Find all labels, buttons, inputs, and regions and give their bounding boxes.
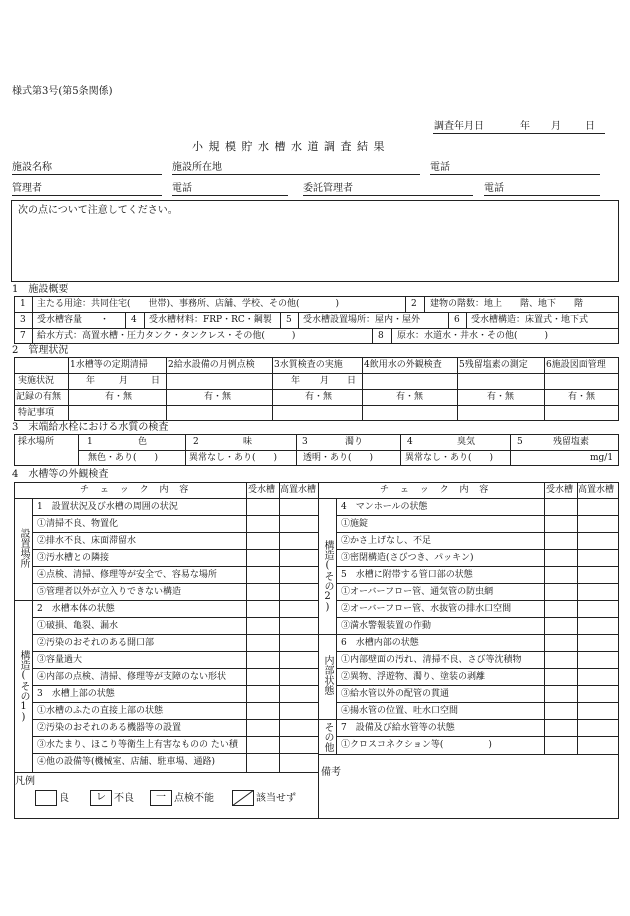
mgmt-yesno-6: 有・無 (568, 392, 596, 402)
mgmt-date-day-3: 日 (347, 376, 357, 386)
quality-n1: 1 (87, 437, 93, 447)
legend-none-slash (232, 790, 254, 806)
mgmt-date-day-1: 日 (151, 376, 161, 386)
left-s1: 1 設置状況及び水槽の周囲の状況 (37, 502, 178, 512)
mgmt-col-4: 4飲用水の外観検査 (364, 360, 442, 370)
manager-label: 管理者 (12, 183, 42, 194)
legend-na-mark: 一 (156, 792, 166, 803)
quality-n2: 2 (193, 437, 199, 447)
right-s6-item1: ①内部壁面の汚れ、清掃不良、さび等沈積物 (341, 655, 522, 665)
left-s3-item2: ②汚染のおそれのある機器等の設置 (37, 723, 182, 733)
survey-date-year: 年 (520, 121, 530, 132)
left-group-location: 設置場所 (18, 528, 29, 568)
notice-box[interactable] (11, 200, 619, 282)
right-s5-item2: ②オーバーフロー管、水抜管の排水口空間 (341, 604, 512, 614)
mgmt-date-month-1: 月 (119, 376, 129, 386)
right-s6-item3: ③給水管以外の配管の貫通 (341, 689, 450, 699)
left-s3-item3: ③水たまり、ほこり等衛生上有害なものの たい積 (37, 740, 238, 750)
mgmt-yesno-5: 有・無 (487, 392, 515, 402)
mgmt-col-2: 2給水設備の月例点検 (168, 360, 255, 370)
mgmt-col-3: 3水質検査の実施 (274, 360, 343, 370)
form-number: 様式第3号(第5条関係) (12, 86, 113, 97)
right-group-structure2: 構造(その2) (322, 540, 333, 613)
right-group-interior: 内部状態 (322, 655, 333, 695)
overview-material: 受水槽材料：FRP・RC・鋼製 (149, 315, 272, 325)
quality-chlorine: 残留塩素 (553, 437, 590, 447)
left-s2-item1: ①破損、亀裂、漏水 (37, 621, 119, 631)
mgmt-col-5: 5残留塩素の測定 (459, 360, 528, 370)
overview-location: 受水槽設置場所：屋内・屋外 (303, 315, 421, 325)
notice-text: 次の点について注意してください。 (18, 205, 178, 216)
left-s1-item5: ⑤管理者以外が立入りできない構造 (37, 587, 182, 597)
legend-bad-mark: レ (96, 792, 106, 803)
mgmt-date-year-1: 年 (86, 376, 96, 386)
right-s4-item3: ③密閉構造(さびつき、パッキン) (341, 553, 474, 563)
overview-method: 給水方式：高置水槽・圧力タンク・タンクレス・その他( ) (37, 331, 296, 341)
quality-turbidity: 濁り (345, 437, 364, 447)
survey-date-label: 調査年月日 (434, 121, 484, 132)
left-s3: 3 水槽上部の状態 (37, 689, 115, 699)
right-s5: 5 水槽に附帯する管口部の状態 (341, 570, 473, 580)
contracted-phone-label: 電話 (484, 183, 504, 194)
quality-n3: 3 (302, 437, 308, 447)
overview-n8: 8 (378, 331, 384, 341)
overview-n2: 2 (411, 299, 417, 309)
remarks-label: 備考 (321, 767, 341, 778)
right-s4-item1: ①施錠 (341, 519, 369, 529)
overview-n6: 6 (454, 315, 460, 325)
quality-chlorine-val: mg/1 (590, 453, 614, 463)
mgmt-col-1: 1水槽等の定期清掃 (70, 360, 148, 370)
quality-turbidity-val: 透明・あり( ) (303, 453, 374, 463)
left-s1-item2: ②排水不良、床面滞留水 (37, 536, 137, 546)
legend-none-box (232, 790, 254, 806)
right-s6-item4: ④揚水管の位置、吐水口空間 (341, 706, 459, 716)
overview-capacity: 受水槽容量 ・ (37, 315, 110, 325)
left-s3-item4: ④他の設備等(機械室、店舗、駐車場、通路) (37, 757, 216, 767)
mgmt-date-year-3: 年 (291, 376, 301, 386)
overview-heading: 1 施設概要 (12, 284, 69, 295)
management-heading: 2 管理状況 (12, 345, 69, 356)
mgmt-yesno-3: 有・無 (305, 392, 333, 402)
left-s2-item4: ④内部の点検、清掃、修理等が支障のない形状 (37, 672, 227, 682)
right-col-check: チ ェ ッ ク 内 容 (380, 485, 493, 495)
right-s6: 6 水槽内部の状態 (341, 638, 419, 648)
quality-sample-label: 採水場所 (18, 437, 55, 447)
left-col-recv: 受水槽 (248, 485, 276, 495)
right-s6-item2: ②異物、浮遊物、濁り、塗装の剥離 (341, 672, 486, 682)
quality-odor-val: 異常なし・あり( ) (405, 453, 494, 463)
contracted-manager-label: 委託管理者 (303, 183, 353, 194)
left-s1-item3: ③汚水槽との隣接 (37, 553, 110, 563)
legend-bad-box (90, 790, 112, 806)
legend-na-box (150, 790, 172, 806)
quality-color-val: 無色・あり( ) (88, 453, 159, 463)
quality-n4: 4 (407, 437, 413, 447)
left-s2: 2 水槽本体の状態 (37, 604, 115, 614)
manager-phone-label: 電話 (172, 183, 192, 194)
mgmt-row-record: 記録の有無 (16, 392, 62, 402)
right-s7-item1: ①クロスコネクション等( ) (341, 740, 492, 750)
left-col-high: 高置水槽 (280, 485, 317, 495)
legend-bad: 不良 (114, 793, 134, 804)
survey-date-day: 日 (585, 121, 595, 132)
overview-floors: 建物の階数：地上 階、地下 階 (430, 299, 584, 309)
legend-label: 凡例 (15, 776, 35, 787)
quality-heading: 3 末端給水栓における水質の検査 (12, 422, 169, 433)
survey-date-month: 月 (551, 121, 561, 132)
mgmt-row-notes: 特記事項 (18, 408, 55, 418)
right-group-other: その他 (322, 722, 333, 752)
left-s2-item2: ②汚染のおそれのある開口部 (37, 638, 155, 648)
mgmt-date-month-3: 月 (320, 376, 330, 386)
overview-n1: 1 (20, 299, 26, 309)
left-s3-item1: ①水槽のふたの直接上部の状態 (37, 706, 164, 716)
page-title: 小 規 模 貯 水 槽 水 道 調 査 結 果 (192, 140, 386, 153)
right-s5-item3: ③満水警報装置の作動 (341, 621, 432, 631)
overview-n3: 3 (20, 315, 26, 325)
right-col-high: 高置水槽 (578, 485, 615, 495)
overview-n5: 5 (286, 315, 292, 325)
legend-good-box (35, 790, 57, 806)
overview-source: 原水：水道水・井水・その他( ) (397, 331, 549, 341)
quality-color: 色 (138, 437, 148, 447)
mgmt-col-6: 6施設図面管理 (546, 360, 606, 370)
mgmt-yesno-1: 有・無 (105, 392, 133, 402)
quality-n5: 5 (517, 437, 523, 447)
right-s5-item1: ①オーバーフロー管、通気管の防虫網 (341, 587, 494, 597)
facility-name-label: 施設名称 (12, 162, 52, 173)
phone-label: 電話 (430, 162, 450, 173)
left-s1-item4: ④点検、清掃、修理等が安全で、容易な場所 (37, 570, 217, 580)
legend-good: 良 (59, 793, 69, 804)
overview-n7: 7 (20, 331, 26, 341)
quality-odor: 臭気 (457, 437, 476, 447)
overview-n4: 4 (131, 315, 137, 325)
left-col-check: チ ェ ッ ク 内 容 (80, 485, 193, 495)
facility-address-label: 施設所在地 (172, 162, 222, 173)
legend-na: 点検不能 (174, 793, 214, 804)
right-col-recv: 受水槽 (546, 485, 574, 495)
overview-structure: 受水槽構造：床置式・地下式 (471, 315, 589, 325)
overview-purpose: 主たる用途：共同住宅( 世帯)、事務所、店舗、学校、その他( ) (37, 299, 340, 309)
inspection-heading: 4 水槽等の外観検査 (12, 469, 109, 480)
left-group-structure1: 構造(その1) (18, 650, 29, 723)
legend-none: 該当せず (256, 793, 296, 804)
right-s7: 7 設備及び給水管等の状態 (341, 723, 455, 733)
right-s4-item2: ②かさ上げなし、不足 (341, 536, 432, 546)
quality-taste-val: 異常なし・あり( ) (189, 453, 278, 463)
quality-taste: 味 (243, 437, 253, 447)
mgmt-row-status: 実施状況 (18, 376, 55, 386)
left-s1-item1: ①清掃不良、物置化 (37, 519, 119, 529)
mgmt-yesno-4: 有・無 (396, 392, 424, 402)
right-s4: 4 マンホールの状態 (341, 502, 428, 512)
mgmt-yesno-2: 有・無 (204, 392, 232, 402)
left-s2-item3: ③容量過大 (37, 655, 83, 665)
